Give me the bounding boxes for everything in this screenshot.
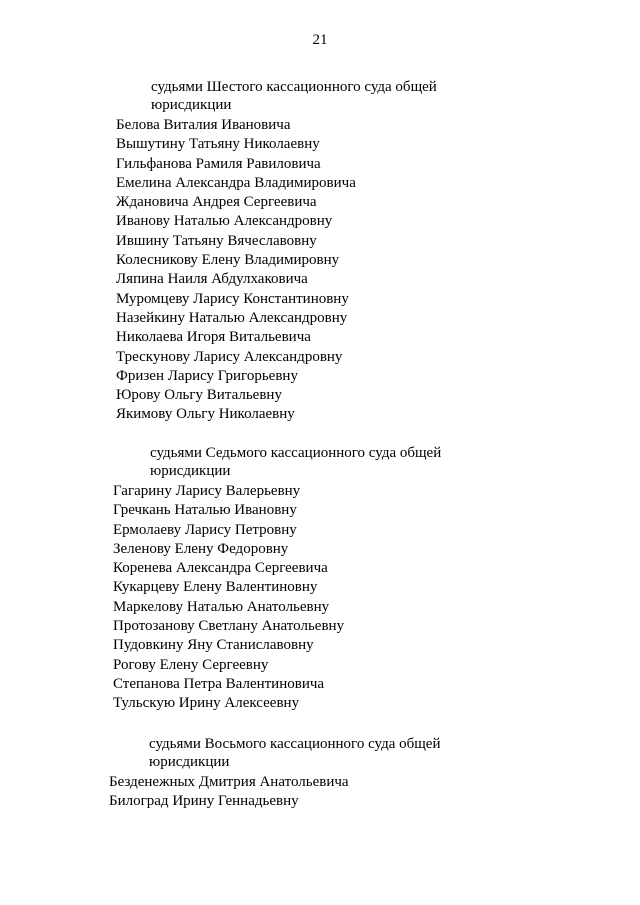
judge-name: Безденежных Дмитрия Анатольевича xyxy=(109,774,349,790)
section-seventh-cassation-court xyxy=(0,444,640,714)
judge-name: Гречкань Наталью Ивановну xyxy=(113,502,297,519)
section-eighth-cassation-court xyxy=(0,735,640,812)
judges-list xyxy=(0,773,640,812)
section-heading-line: судьями Шестого кассационного суда общей xyxy=(151,79,437,95)
judge-name: Гагарину Ларису Валерьевну xyxy=(113,483,301,499)
judge-name: Иванову Наталью Александровну xyxy=(116,213,333,230)
section-heading xyxy=(151,78,491,114)
judge-name: Фризен Ларису Григорьевну xyxy=(116,367,298,384)
judge-name: Гильфанова Рамиля Равиловича xyxy=(116,155,321,172)
section-heading xyxy=(150,444,490,480)
judges-list xyxy=(0,116,640,425)
section-sixth-cassation-court xyxy=(0,78,640,425)
judge-name: Ждановича Андрея Сергеевича xyxy=(116,194,317,211)
judge-name: Юрову Ольгу Витальевну xyxy=(116,387,282,404)
section-heading-line: юрисдикции xyxy=(151,97,232,113)
judge-name: Тульскую Ирину Алексеевну xyxy=(113,695,300,712)
section-heading xyxy=(149,735,489,771)
judge-name: Вышутину Татьяну Николаевну xyxy=(116,136,320,153)
judge-name: Белова Виталия Ивановича xyxy=(116,117,291,133)
judge-name: Ермолаеву Ларису Петровну xyxy=(113,521,297,538)
judge-name: Маркелову Наталью Анатольевну xyxy=(113,598,330,615)
judge-name: Пудовкину Яну Станиславовну xyxy=(113,637,314,654)
section-heading-line: юрисдикции xyxy=(149,754,230,770)
judge-name: Якимову Ольгу Николаевну xyxy=(116,406,295,423)
page-number: 21 xyxy=(312,32,328,48)
judge-name: Ившину Татьяну Вячеславовну xyxy=(116,232,317,249)
judge-name: Рогову Елену Сергеевну xyxy=(113,656,269,673)
section-heading-line: судьями Восьмого кассационного суда общей xyxy=(149,736,441,752)
judge-name: Николаева Игоря Витальевича xyxy=(116,329,311,346)
section-heading-line: юрисдикции xyxy=(150,463,231,479)
judge-name: Колесникову Елену Владимировну xyxy=(116,252,340,269)
judge-name: Степанова Петра Валентиновича xyxy=(113,675,325,692)
judge-name: Назейкину Наталью Александровну xyxy=(116,309,348,326)
judge-name: Билоград Ирину Геннадьевну xyxy=(109,793,299,810)
section-heading-line: судьями Седьмого кассационного суда общей xyxy=(150,445,442,461)
judge-name: Трескунову Ларису Александровну xyxy=(116,348,343,365)
judges-list xyxy=(0,482,640,714)
judge-name: Муромцеву Ларису Константиновну xyxy=(116,290,349,307)
judge-name: Коренева Александра Сергеевича xyxy=(113,560,328,577)
judge-name: Кукарцеву Елену Валентиновну xyxy=(113,579,318,596)
judge-name: Зеленову Елену Федоровну xyxy=(113,540,289,557)
judge-name: Ляпина Наиля Абдулхаковича xyxy=(116,271,308,288)
judge-name: Протозанову Светлану Анатольевну xyxy=(113,618,345,635)
judge-name: Емелина Александра Владимировича xyxy=(116,174,356,191)
